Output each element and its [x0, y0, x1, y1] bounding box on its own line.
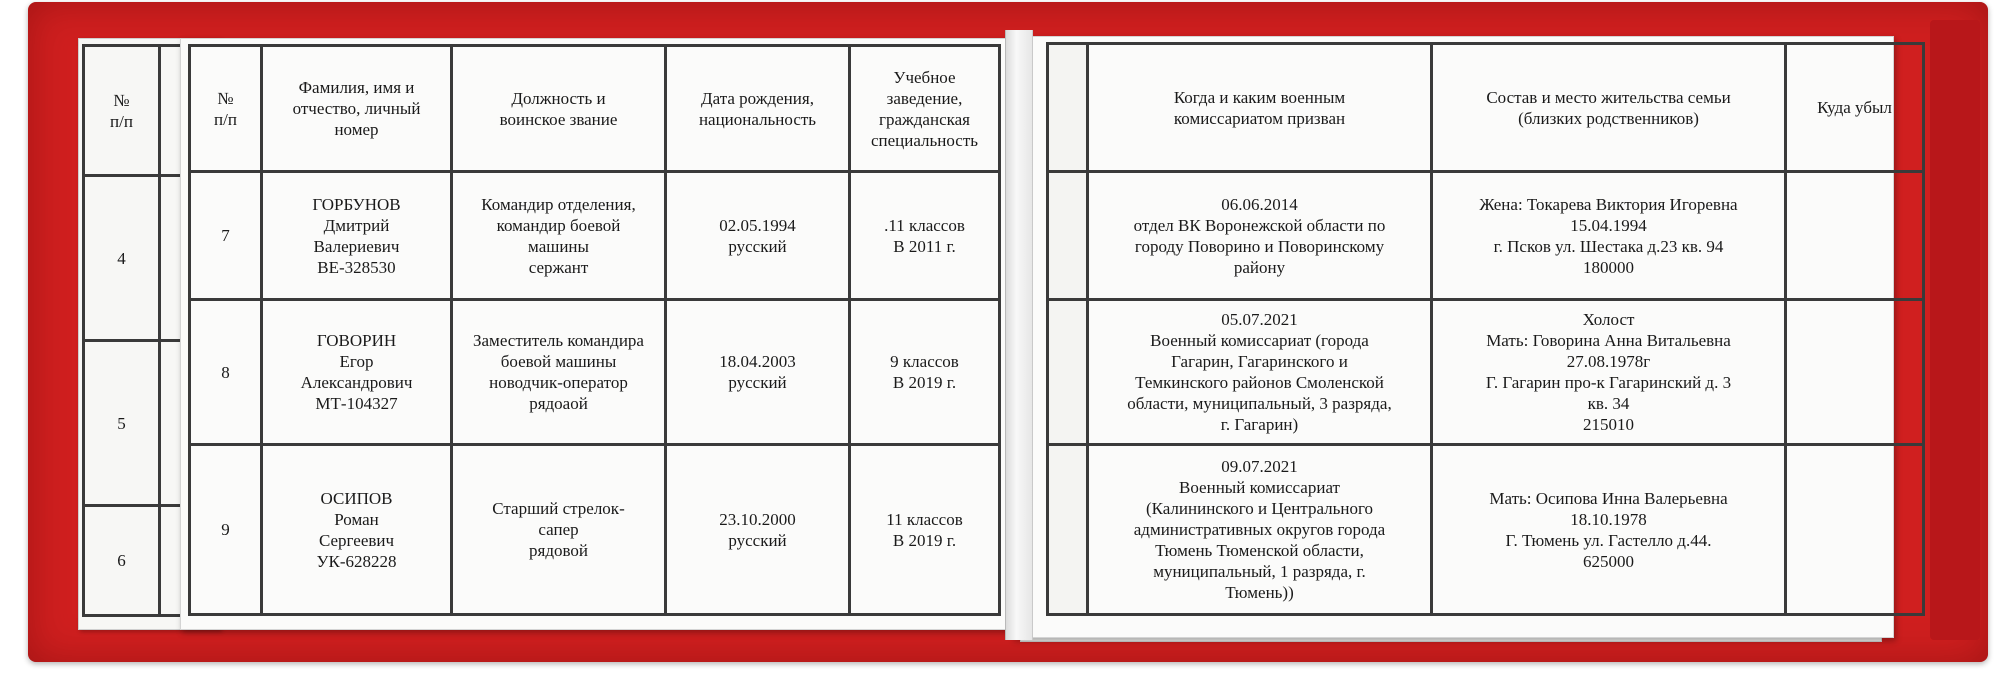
spine-cell — [1048, 172, 1088, 300]
header-name: Фамилия, имя и отчество, личный номер — [262, 46, 452, 172]
row-name: ГОРБУНОВ Дмитрий Валериевич ВЕ-328530 — [262, 172, 452, 300]
header-family: Состав и место жительства семьи (близких родственников) — [1432, 44, 1786, 172]
row-num: 8 — [190, 300, 262, 445]
row-departed — [1786, 172, 1924, 300]
row-education: 11 классов В 2019 г. — [850, 445, 1000, 615]
table-row — [190, 445, 1000, 615]
left-page-table — [188, 44, 1001, 616]
table-row — [190, 172, 1000, 300]
table-row — [1048, 445, 1924, 615]
header-departed: Куда убыл — [1786, 44, 1924, 172]
right-page-table — [1046, 42, 1925, 616]
header-commissariat: Когда и каким военным комиссариатом призван — [1088, 44, 1432, 172]
table-row — [1048, 172, 1924, 300]
row-birth: 23.10.2000 русский — [666, 445, 850, 615]
row-birth: 18.04.2003 русский — [666, 300, 850, 445]
header-position: Должность и воинское звание — [452, 46, 666, 172]
header-num: № п/п — [190, 46, 262, 172]
row-commissariat: 06.06.2014 отдел ВК Воронежской области по городу Поворино и Поворинскому району — [1088, 172, 1432, 300]
row-position: Командир отделения, командир боевой машины сержант — [452, 172, 666, 300]
row-name: ГОВОРИН Егор Александрович МТ-104327 — [262, 300, 452, 445]
row-family: Мать: Осипова Инна Валерьевна 18.10.1978 Г. Тюмень ул. Гастелло д.44. 625000 — [1432, 445, 1786, 615]
prev-header-num: № п/п — [84, 46, 160, 176]
row-education: .11 классов В 2011 г. — [850, 172, 1000, 300]
row-num: 9 — [190, 445, 262, 615]
spine-cell — [1048, 445, 1088, 615]
spine-cell — [1048, 300, 1088, 445]
row-birth: 02.05.1994 русский — [666, 172, 850, 300]
row-commissariat: 05.07.2021 Военный комиссариат (города Гагарин, Гагаринского и Темкинского районов Смоленской области, муниципальный, 3 разряда, г. Гагарин) — [1088, 300, 1432, 445]
book-fold — [1005, 30, 1033, 640]
row-position: Заместитель командира боевой машины новодчик-оператор рядоаой — [452, 300, 666, 445]
prev-row-num: 4 — [84, 176, 160, 341]
table-row — [1048, 300, 1924, 445]
header-spine-cell — [1048, 44, 1088, 172]
cover-edge — [1930, 20, 1980, 640]
row-position: Старший стрелок- сапер рядовой — [452, 445, 666, 615]
row-family: Жена: Токарева Виктория Игоревна 15.04.1994 г. Псков ул. Шестака д.23 кв. 94 180000 — [1432, 172, 1786, 300]
row-education: 9 классов В 2019 г. — [850, 300, 1000, 445]
header-education: Учебное заведение, гражданская специальность — [850, 46, 1000, 172]
header-birth: Дата рождения, национальность — [666, 46, 850, 172]
prev-row-num: 5 — [84, 341, 160, 506]
row-name: ОСИПОВ Роман Сергеевич УК-628228 — [262, 445, 452, 615]
row-commissariat: 09.07.2021 Военный комиссариат (Калининского и Центрального административных округов города Тюмень Тюменской области, муниципальный, 1 разряда, г. Тюмень)) — [1088, 445, 1432, 615]
row-departed — [1786, 445, 1924, 615]
row-departed — [1786, 300, 1924, 445]
row-family: Холост Мать: Говорина Анна Витальевна 27.08.1978г Г. Гагарин про-к Гагаринский д. 3 кв. 34 215010 — [1432, 300, 1786, 445]
table-row — [190, 300, 1000, 445]
row-num: 7 — [190, 172, 262, 300]
prev-row-num: 6 — [84, 506, 160, 616]
previous-sheet-table — [82, 44, 193, 617]
